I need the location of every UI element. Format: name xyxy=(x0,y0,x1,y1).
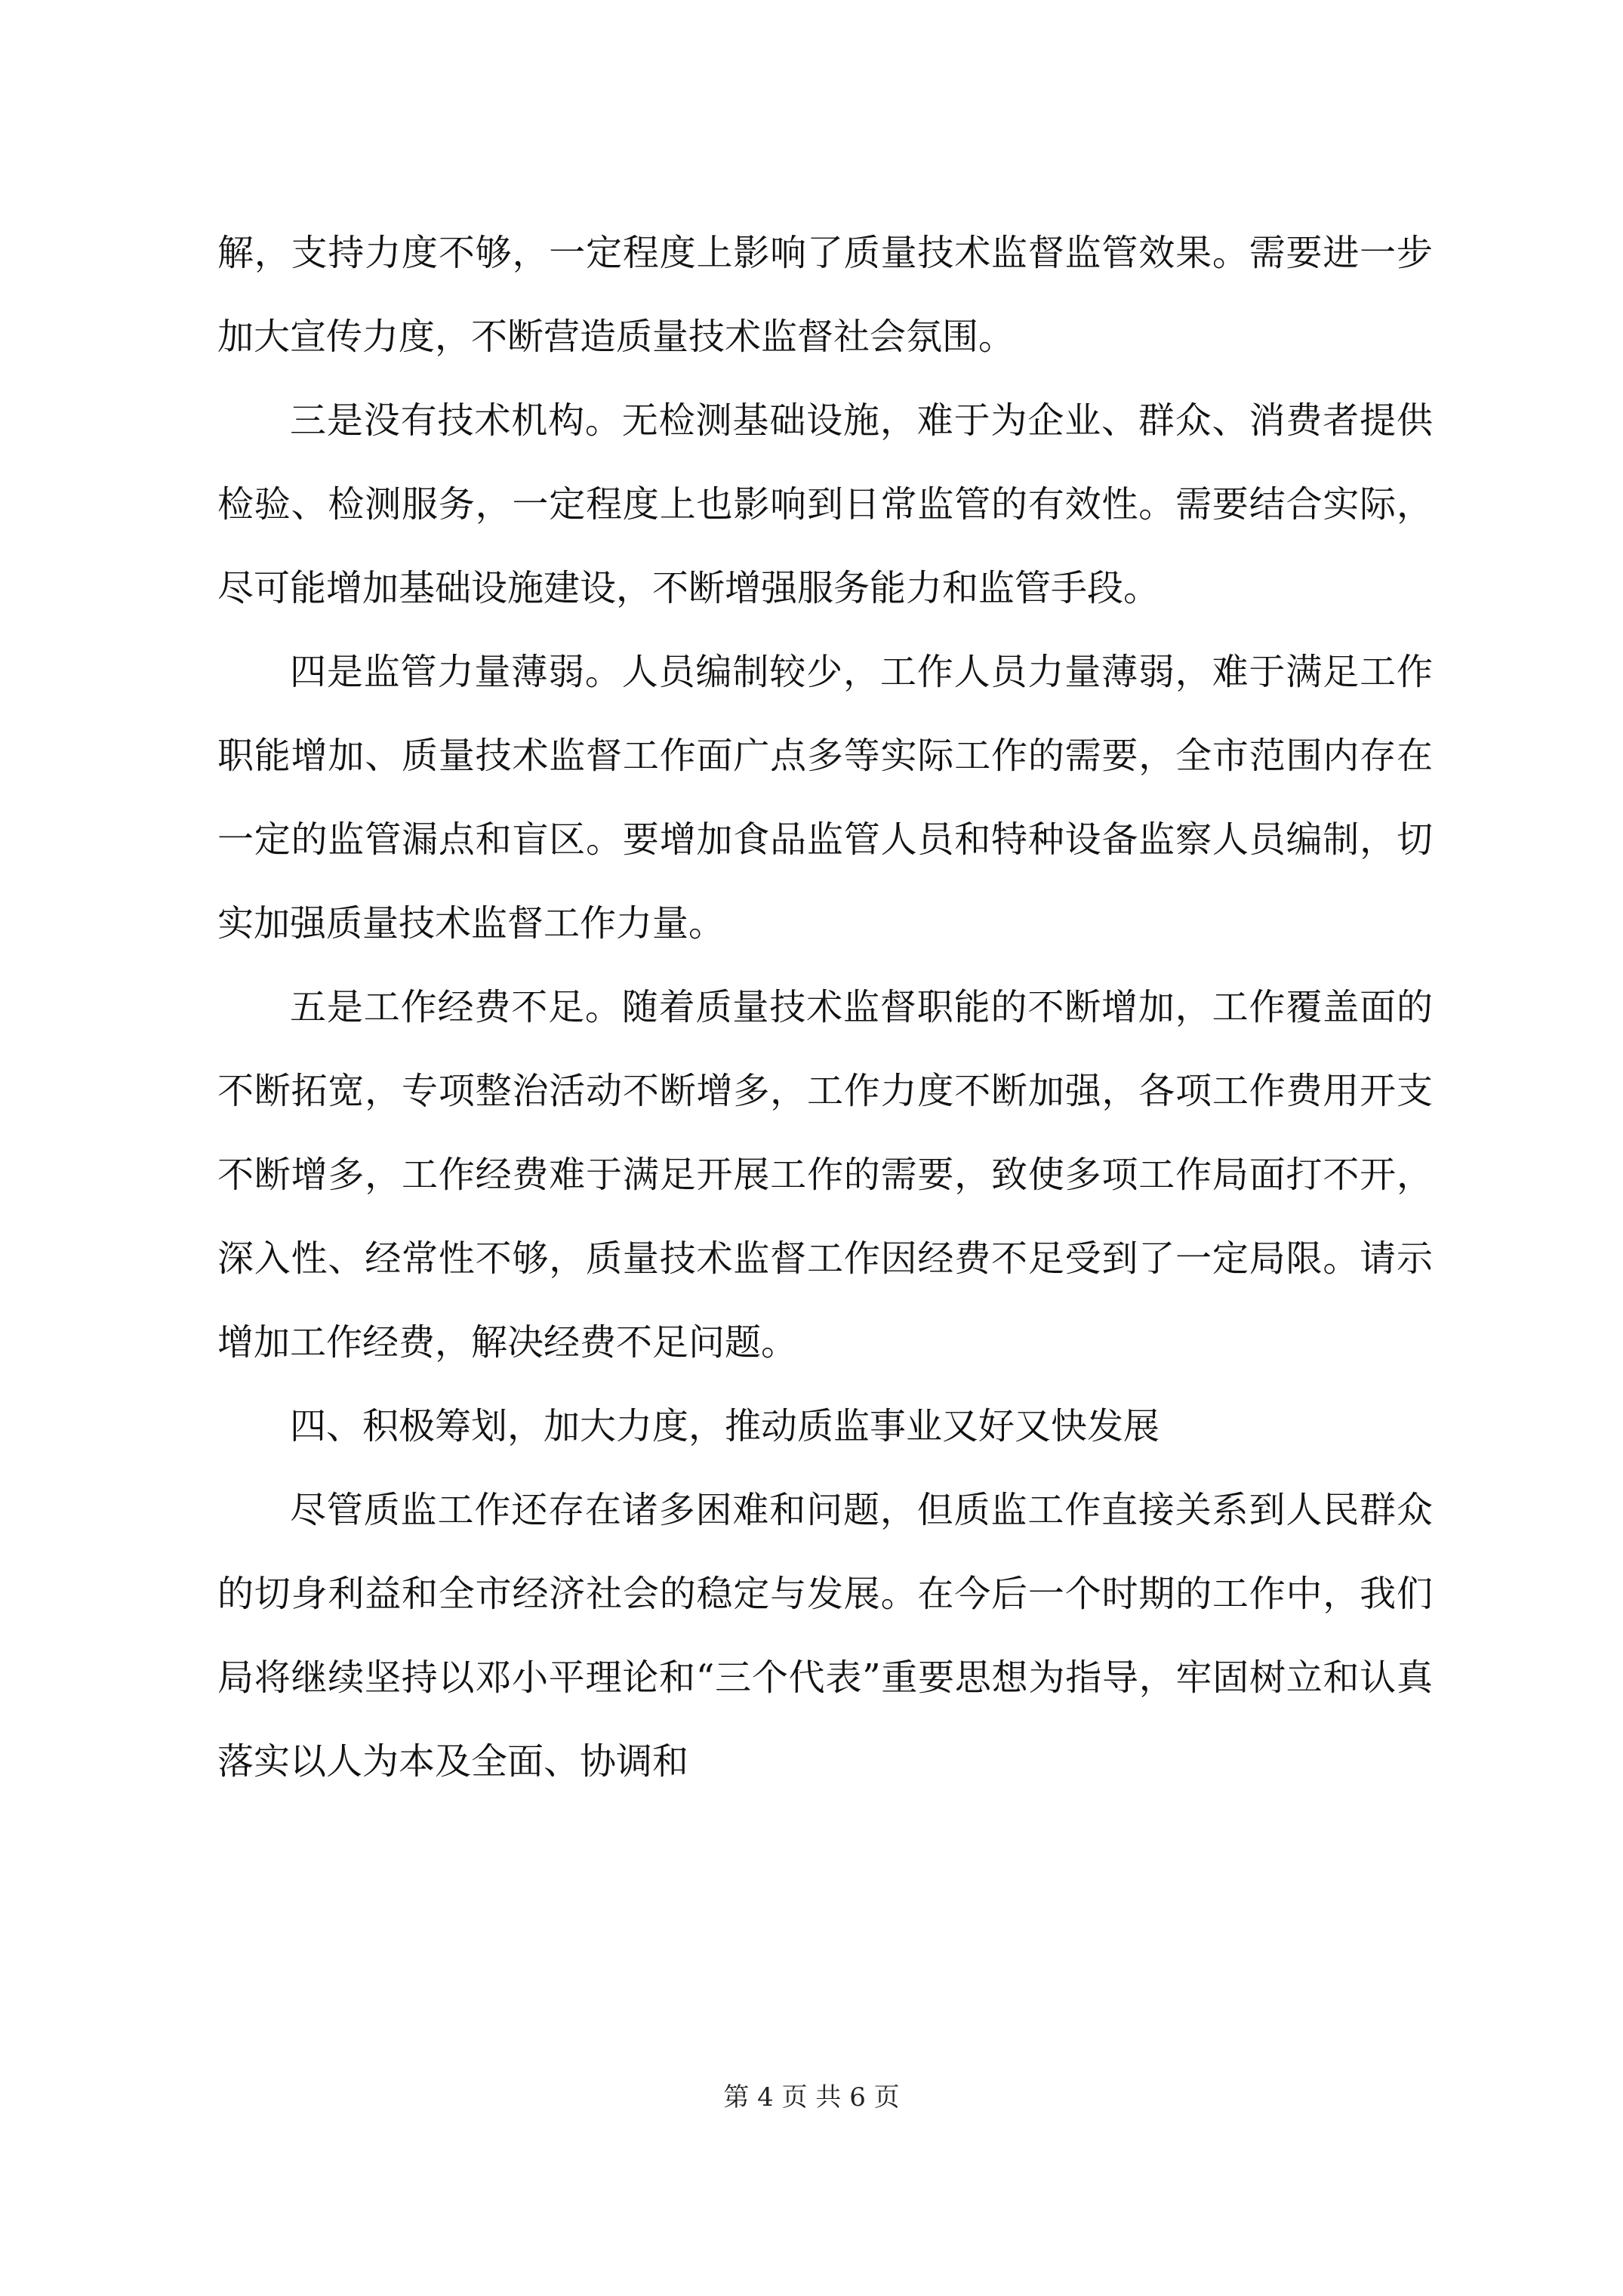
paragraph-3: 三是没有技术机构。无检测基础设施，难于为企业、群众、消费者提供检验、检测服务，一定程度上也影响到日常监管的有效性。需要结合实际，尽可能增加基础设施建设，不断增强服务能力和监管手段。 xyxy=(217,399,1433,609)
paragraph-5: 五是工作经费不足。随着质量技术监督职能的不断增加，工作覆盖面的不断拓宽，专项整治活动不断增多，工作力度不断加强，各项工作费用开支不断增多，工作经费难于满足开展工作的需要，致使多项工作局面打不开，深入性、经常性不够，质量技术监督工作因经费不足受到了一定局限。请示增加工作经费，解决经费不足问题。 xyxy=(217,986,1433,1364)
paragraph-6: 尽管质监工作还存在诸多困难和问题，但质监工作直接关系到人民群众的切身利益和全市经济社会的稳定与发展。在今后一个时期的工作中，我们局将继续坚持以邓小平理论和“三个代表”重要思想为指导，牢固树立和认真落实以人为本及全面、协调和 xyxy=(217,1489,1433,1783)
paragraph-continuation: 解，支持力度不够，一定程度上影响了质量技术监督监管效果。需要进一步加大宣传力度，不断营造质量技术监督社会氛围。 xyxy=(217,232,1433,358)
page-footer: 第 4 页 共 6 页 xyxy=(723,2082,900,2113)
section-heading: 四、积极筹划，加大力度，推动质监事业又好又快发展 xyxy=(290,1405,1160,1447)
body-text xyxy=(217,211,1433,1804)
paragraph-4: 四是监管力量薄弱。人员编制较少，工作人员力量薄弱，难于满足工作职能增加、质量技术监督工作面广点多等实际工作的需要，全市范围内存在一定的监管漏点和盲区。要增加食品监管人员和特种设备监察人员编制，切实加强质量技术监督工作力量。 xyxy=(217,651,1433,945)
